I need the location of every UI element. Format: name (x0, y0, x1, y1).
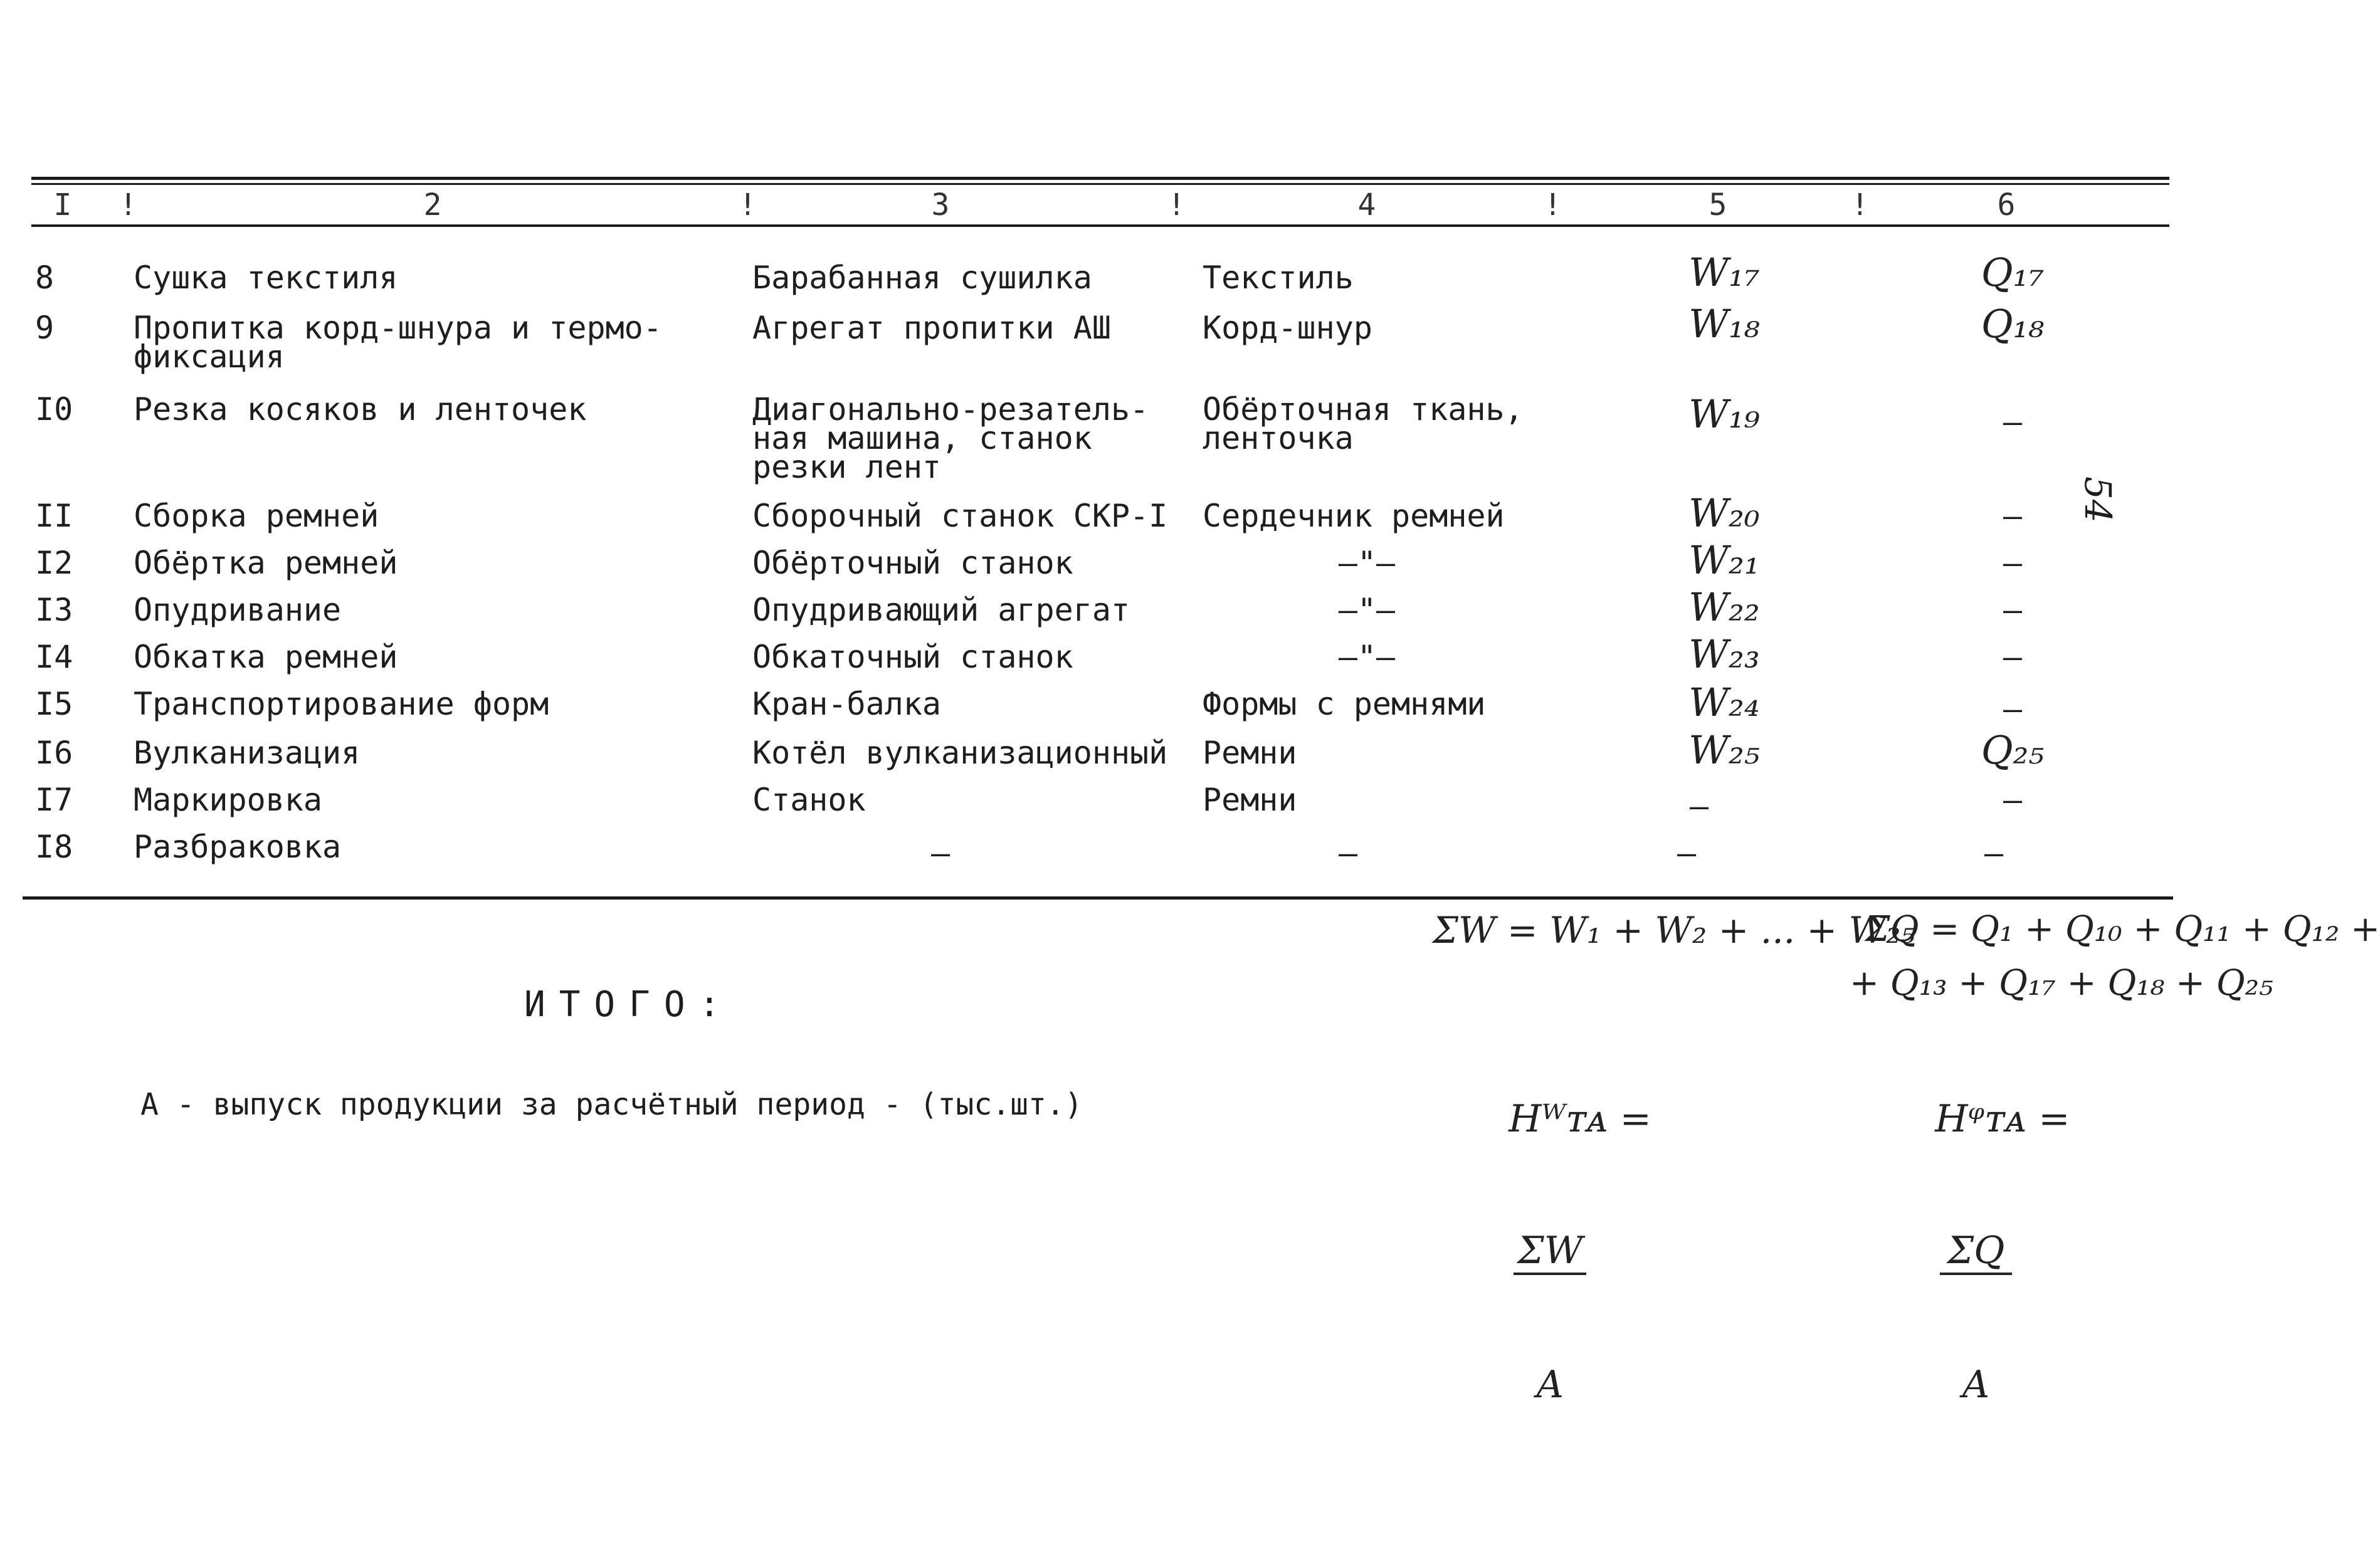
q-cell: – (1984, 835, 2004, 871)
material-cell: Корд-шнур (1203, 310, 1372, 346)
operation-cell: Сборка ремней (134, 498, 379, 534)
header-col4: 4 (1357, 187, 1376, 223)
header-col1: I (53, 187, 72, 223)
row-number: I7 (35, 782, 73, 818)
w-cell: W₁₈ (1688, 301, 1760, 347)
material-cell: –"– (1338, 639, 1396, 675)
w-cell: W₂₁ (1688, 537, 1760, 583)
h-w-label: Hᵂᴛᴀ = (1509, 1097, 1651, 1141)
operation-cell: Опудривание (134, 592, 342, 628)
q-cell: – (2003, 498, 2023, 534)
equipment-cell: Кран-балка (752, 686, 942, 722)
q-cell: Q₁₇ (1981, 249, 2045, 295)
w-cell: W₁₉ (1688, 391, 1760, 437)
header-separator: ! (1851, 187, 1869, 223)
operation-cell: Разбраковка (134, 829, 342, 865)
row-number: I2 (35, 545, 73, 581)
header-separator: ! (119, 187, 137, 223)
w-cell: W₂₃ (1688, 631, 1760, 677)
operation-cell: Транспортирование форм (134, 686, 549, 722)
q-cell: – (2003, 404, 2023, 440)
material-cell: –"– (1338, 545, 1396, 581)
equipment-cell: Барабанная сушилка (752, 260, 1092, 296)
row-number: 8 (35, 260, 55, 296)
h-w-fraction (1514, 1141, 1586, 1494)
material-cell: Ремни (1203, 782, 1297, 818)
q-cell: – (2003, 691, 2023, 727)
w-cell: – (1677, 835, 1697, 871)
sum-q-formula-line1: ΣQ = Q₁ + Q₁₀ + Q₁₁ + Q₁₂ + (1865, 909, 2380, 950)
row-number: I4 (35, 639, 73, 675)
page-number: 54 (2077, 476, 2119, 523)
footnote: А - выпуск продукции за расчётный период - (тыс.шт.) (140, 1087, 1083, 1122)
h-q-numerator: ΣQ (1940, 1229, 2011, 1275)
material-cell: Формы с ремнями (1203, 686, 1486, 722)
row-number: II (35, 498, 73, 534)
h-q-fraction (1940, 1141, 2011, 1494)
q-cell: – (2003, 639, 2023, 675)
q-cell: Q₂₅ (1981, 727, 2045, 773)
material-cell: Текстиль (1203, 260, 1354, 296)
w-cell: W₁₇ (1688, 249, 1760, 295)
equipment-cell: Обёрточный станок (752, 545, 1073, 581)
table-bottom-rule (23, 896, 2173, 900)
equipment-cell: Котёл вулканизационный (752, 735, 1168, 771)
operation-cell: Пропитка корд-шнура и термо- фиксация (134, 310, 662, 375)
row-number: I6 (35, 735, 73, 771)
w-cell: W₂₀ (1688, 490, 1760, 536)
q-cell: – (2003, 545, 2023, 581)
w-cell: W₂₂ (1688, 584, 1760, 630)
row-number: I5 (35, 686, 73, 722)
w-cell: W₂₄ (1688, 680, 1760, 725)
operation-cell: Вулканизация (134, 735, 361, 771)
row-number: I3 (35, 592, 73, 628)
operation-cell: Обёртка ремней (134, 545, 398, 581)
table-header (0, 186, 2200, 224)
header-col3: 3 (931, 187, 950, 223)
sum-w-formula: ΣW = W₁ + W₂ + ... + W₂₅ (1433, 909, 1915, 952)
h-w-denominator: A (1536, 1363, 1564, 1407)
operation-cell: Сушка текстиля (134, 260, 398, 296)
q-cell: Q₁₈ (1981, 301, 2045, 347)
table-top-rule (31, 177, 2169, 180)
header-separator: ! (1167, 187, 1186, 223)
row-number: 9 (35, 310, 55, 346)
material-cell: –"– (1338, 592, 1396, 628)
material-cell: – (1338, 835, 1358, 871)
h-q-formula (1887, 1053, 2070, 1538)
q-cell: – (2003, 592, 2023, 628)
material-cell: Обёрточная ткань, ленточка (1203, 391, 1524, 456)
equipment-cell: Диагонально-резатель- ная машина, станок резки лент (752, 391, 1149, 485)
header-col6: 6 (1997, 187, 2016, 223)
header-col5: 5 (1709, 187, 1727, 223)
equipment-cell: – (930, 835, 950, 871)
material-cell: Сердечник ремней (1203, 498, 1505, 534)
h-w-numerator: ΣW (1514, 1229, 1586, 1275)
h-q-label: Hᵠᴛᴀ = (1935, 1097, 2070, 1141)
row-number: I8 (35, 829, 73, 865)
material-cell: Ремни (1203, 735, 1297, 771)
row-number: I0 (35, 391, 73, 428)
q-cell: – (2003, 782, 2023, 818)
h-w-formula (1461, 1053, 1651, 1538)
header-col2: 2 (423, 187, 442, 223)
equipment-cell: Обкаточный станок (752, 639, 1073, 675)
totals-label: ИТОГО: (524, 984, 734, 1025)
sum-q-formula-line2: + Q₁₃ + Q₁₇ + Q₁₈ + Q₂₅ (1850, 963, 2273, 1004)
operation-cell: Маркировка (134, 782, 323, 818)
header-separator: ! (739, 187, 757, 223)
header-separator: ! (1544, 187, 1562, 223)
table-header-rule (31, 224, 2169, 227)
operation-cell: Обкатка ремней (134, 639, 398, 675)
table-top-rule-inner (31, 183, 2169, 185)
h-q-denominator: A (1962, 1363, 1990, 1407)
w-cell: – (1689, 788, 1709, 824)
equipment-cell: Сборочный станок СКР-I (752, 498, 1168, 534)
operation-cell: Резка косяков и ленточек (134, 391, 587, 428)
equipment-cell: Агрегат пропитки АШ (752, 310, 1111, 346)
equipment-cell: Опудривающий агрегат (752, 592, 1130, 628)
w-cell: W₂₅ (1688, 727, 1760, 773)
equipment-cell: Станок (752, 782, 866, 818)
